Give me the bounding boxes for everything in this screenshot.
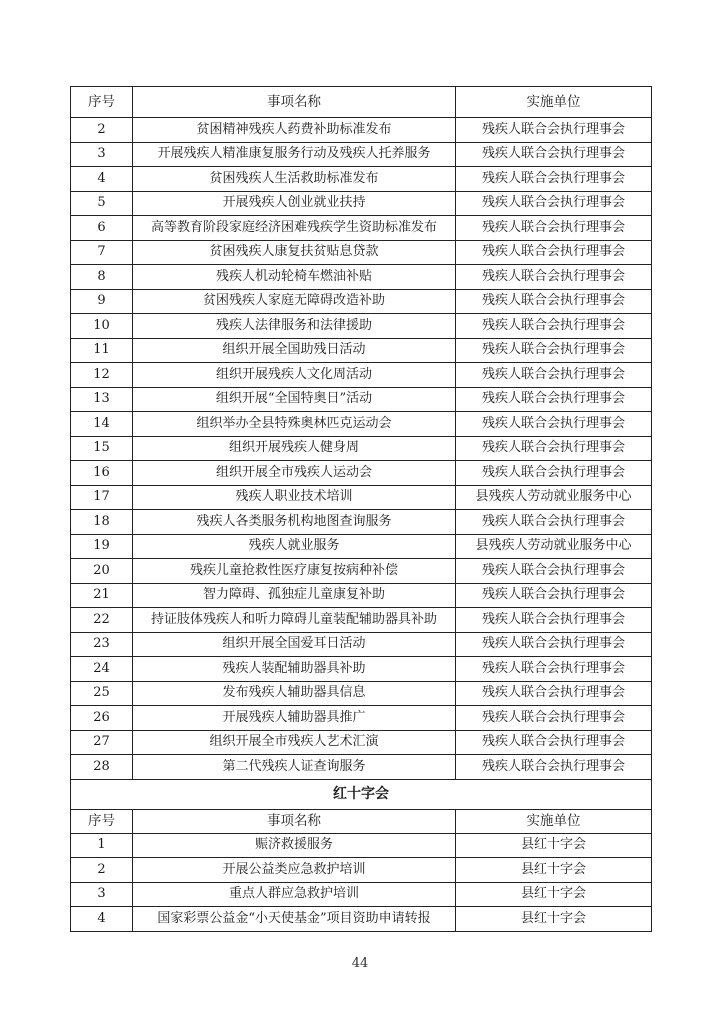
cell-unit: 县红十字会 [456, 907, 652, 932]
cell-unit: 残疾人联合会执行理事会 [456, 681, 652, 706]
cell-item-name: 残疾人法律服务和法律援助 [133, 314, 456, 339]
cell-index: 3 [71, 882, 133, 907]
table-row [71, 858, 652, 883]
cell-unit: 残疾人联合会执行理事会 [456, 510, 652, 535]
table-row [71, 167, 652, 192]
cell-index: 11 [71, 338, 133, 363]
table-row [71, 534, 652, 559]
cell-unit: 残疾人联合会执行理事会 [456, 755, 652, 780]
table-row [71, 706, 652, 731]
cell-item-name: 组织开展全国爱耳日活动 [133, 632, 456, 657]
cell-unit: 残疾人联合会执行理事会 [456, 436, 652, 461]
cell-item-name: 组织开展残疾人健身周 [133, 436, 456, 461]
cell-item-name: 第二代残疾人证查询服务 [133, 755, 456, 780]
cell-unit: 残疾人联合会执行理事会 [456, 608, 652, 633]
cell-unit: 残疾人联合会执行理事会 [456, 657, 652, 682]
header-index: 序号 [71, 87, 133, 118]
table-row [71, 265, 652, 290]
cell-item-name: 组织开展全市残疾人运动会 [133, 461, 456, 486]
table-row [71, 510, 652, 535]
table-row [71, 191, 652, 216]
table-row [71, 730, 652, 755]
table-row [71, 882, 652, 907]
cell-index: 13 [71, 387, 133, 412]
cell-index: 2 [71, 858, 133, 883]
table-row [71, 216, 652, 241]
cell-index: 1 [71, 833, 133, 858]
cell-index: 12 [71, 363, 133, 388]
cell-index: 9 [71, 289, 133, 314]
cell-unit: 残疾人联合会执行理事会 [456, 118, 652, 143]
cell-item-name: 组织开展残疾人文化周活动 [133, 363, 456, 388]
cell-item-name: 开展公益类应急救护培训 [133, 858, 456, 883]
cell-item-name: 组织开展全国助残日活动 [133, 338, 456, 363]
header-item-name: 事项名称 [133, 87, 456, 118]
cell-item-name: 残疾儿童抢救性医疗康复按病种补偿 [133, 559, 456, 584]
table-row [71, 412, 652, 437]
table-row [71, 833, 652, 858]
cell-item-name: 残疾人职业技术培训 [133, 485, 456, 510]
header-unit: 实施单位 [456, 87, 652, 118]
cell-item-name: 赈济救援服务 [133, 833, 456, 858]
table-row [71, 363, 652, 388]
cell-unit: 残疾人联合会执行理事会 [456, 314, 652, 339]
cell-index: 26 [71, 706, 133, 731]
cell-item-name: 开展残疾人精准康复服务行动及残疾人托养服务 [133, 142, 456, 167]
cell-index: 2 [71, 118, 133, 143]
cell-index: 10 [71, 314, 133, 339]
cell-index: 3 [71, 142, 133, 167]
table-row [71, 608, 652, 633]
cell-item-name: 智力障碍、孤独症儿童康复补助 [133, 583, 456, 608]
cell-unit: 残疾人联合会执行理事会 [456, 338, 652, 363]
cell-unit: 残疾人联合会执行理事会 [456, 167, 652, 192]
table-row [71, 907, 652, 932]
cell-index: 序号 [71, 809, 133, 833]
cell-unit: 残疾人联合会执行理事会 [456, 583, 652, 608]
cell-item-name: 发布残疾人辅助器具信息 [133, 681, 456, 706]
cell-unit: 残疾人联合会执行理事会 [456, 730, 652, 755]
cell-index: 27 [71, 730, 133, 755]
cell-unit: 县残疾人劳动就业服务中心 [456, 485, 652, 510]
cell-index: 24 [71, 657, 133, 682]
table-row [71, 387, 652, 412]
cell-unit: 残疾人联合会执行理事会 [456, 142, 652, 167]
cell-unit: 残疾人联合会执行理事会 [456, 363, 652, 388]
cell-index: 20 [71, 559, 133, 584]
cell-unit: 残疾人联合会执行理事会 [456, 461, 652, 486]
cell-unit: 县红十字会 [456, 858, 652, 883]
cell-unit: 残疾人联合会执行理事会 [456, 289, 652, 314]
table-row [71, 461, 652, 486]
cell-item-name: 事项名称 [133, 809, 456, 833]
cell-item-name: 残疾人各类服务机构地图查询服务 [133, 510, 456, 535]
table-row [71, 559, 652, 584]
cell-index: 18 [71, 510, 133, 535]
section-title-row [71, 779, 652, 809]
table-row [71, 632, 652, 657]
table-row [71, 755, 652, 780]
cell-index: 7 [71, 240, 133, 265]
cell-index: 6 [71, 216, 133, 241]
cell-index: 5 [71, 191, 133, 216]
cell-item-name: 贫困残疾人生活救助标准发布 [133, 167, 456, 192]
cell-item-name: 残疾人就业服务 [133, 534, 456, 559]
cell-index: 23 [71, 632, 133, 657]
cell-unit: 残疾人联合会执行理事会 [456, 191, 652, 216]
cell-item-name: 组织举办全县特殊奥林匹克运动会 [133, 412, 456, 437]
cell-item-name: 贫困残疾人康复扶贫贴息贷款 [133, 240, 456, 265]
cell-index: 8 [71, 265, 133, 290]
cell-unit: 残疾人联合会执行理事会 [456, 240, 652, 265]
table-row [71, 436, 652, 461]
table-row [71, 142, 652, 167]
cell-unit: 残疾人联合会执行理事会 [456, 216, 652, 241]
cell-index: 15 [71, 436, 133, 461]
cell-unit: 残疾人联合会执行理事会 [456, 559, 652, 584]
cell-item-name: 组织开展“全国特奥日”活动 [133, 387, 456, 412]
cell-unit: 县红十字会 [456, 882, 652, 907]
cell-unit: 残疾人联合会执行理事会 [456, 706, 652, 731]
cell-index: 19 [71, 534, 133, 559]
cell-unit: 残疾人联合会执行理事会 [456, 265, 652, 290]
cell-item-name: 组织开展全市残疾人艺术汇演 [133, 730, 456, 755]
table-row [71, 485, 652, 510]
cell-index: 4 [71, 167, 133, 192]
cell-unit: 县残疾人劳动就业服务中心 [456, 534, 652, 559]
table-header-row [71, 87, 652, 118]
cell-unit: 残疾人联合会执行理事会 [456, 387, 652, 412]
cell-index: 28 [71, 755, 133, 780]
page-number: 44 [351, 956, 369, 971]
cell-item-name: 国家彩票公益金“小天使基金”项目资助申请转报 [133, 907, 456, 932]
cell-index: 21 [71, 583, 133, 608]
cell-index: 14 [71, 412, 133, 437]
cell-index: 16 [71, 461, 133, 486]
cell-index: 22 [71, 608, 133, 633]
table-row [71, 240, 652, 265]
services-table [70, 86, 652, 932]
table-row [71, 314, 652, 339]
section-header-row [71, 809, 652, 833]
cell-item-name: 持证肢体残疾人和听力障碍儿童装配辅助器具补助 [133, 608, 456, 633]
table-row [71, 118, 652, 143]
cell-item-name: 开展残疾人辅助器具推广 [133, 706, 456, 731]
cell-index: 4 [71, 907, 133, 932]
cell-item-name: 残疾人机动轮椅车燃油补贴 [133, 265, 456, 290]
table-row [71, 583, 652, 608]
table-row [71, 657, 652, 682]
cell-item-name: 开展残疾人创业就业扶持 [133, 191, 456, 216]
cell-item-name: 贫困残疾人家庭无障碍改造补助 [133, 289, 456, 314]
table-row [71, 289, 652, 314]
table-row [71, 338, 652, 363]
cell-unit: 残疾人联合会执行理事会 [456, 632, 652, 657]
cell-item-name: 残疾人装配辅助器具补助 [133, 657, 456, 682]
section-title: 红十字会 [71, 779, 652, 809]
cell-index: 25 [71, 681, 133, 706]
cell-item-name: 高等教育阶段家庭经济困难残疾学生资助标准发布 [133, 216, 456, 241]
cell-unit: 残疾人联合会执行理事会 [456, 412, 652, 437]
cell-unit: 县红十字会 [456, 833, 652, 858]
cell-item-name: 贫困精神残疾人药费补助标准发布 [133, 118, 456, 143]
cell-index: 17 [71, 485, 133, 510]
table-row [71, 681, 652, 706]
cell-unit: 实施单位 [456, 809, 652, 833]
cell-item-name: 重点人群应急救护培训 [133, 882, 456, 907]
